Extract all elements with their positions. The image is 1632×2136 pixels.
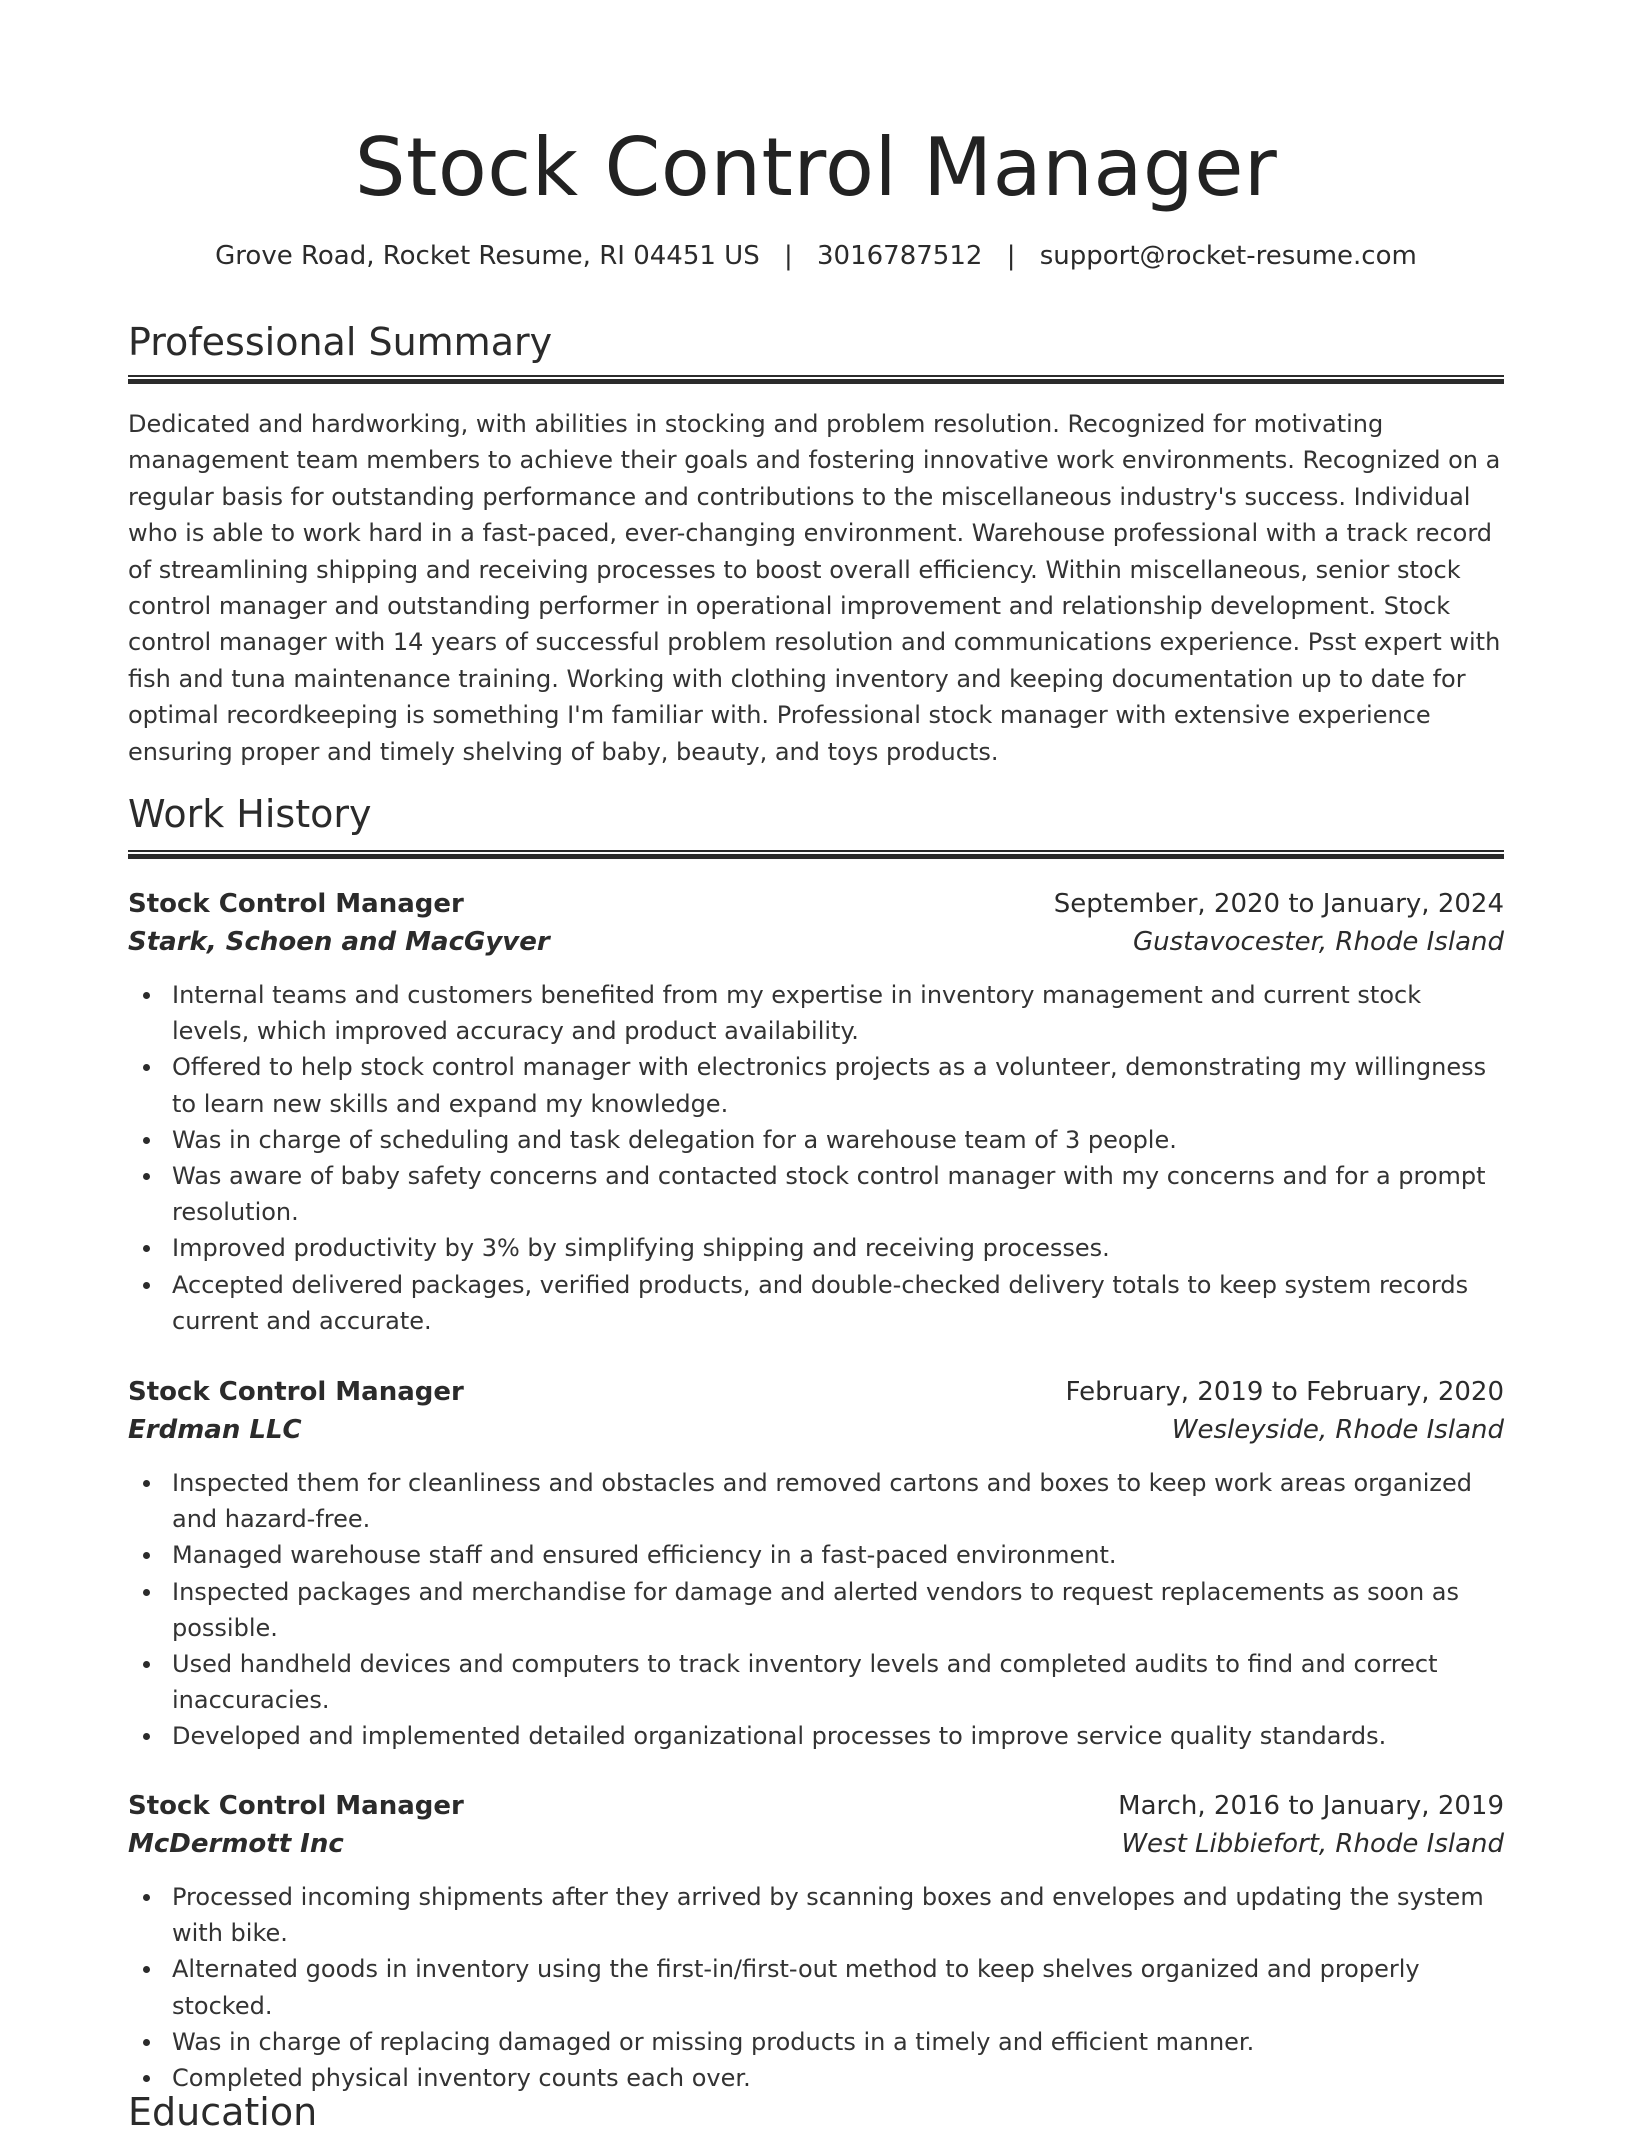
section-heading-education: Education — [128, 2090, 318, 2134]
job-header — [128, 1787, 1504, 1825]
section-divider — [128, 850, 1504, 859]
job-subheader — [128, 1825, 1504, 1863]
section-divider — [128, 375, 1504, 384]
job-bullet: Accepted delivered packages, verified products, and double-checked delivery totals to keep system records current and accurate. — [172, 1267, 1504, 1339]
contact-line — [0, 238, 1632, 274]
job-bullet: Offered to help stock control manager with electronics projects as a volunteer, demonstrating my willingness to learn new skills and expand my knowledge. — [172, 1049, 1504, 1121]
job-entry — [128, 1787, 1504, 2096]
job-company: Stark, Schoen and MacGyver — [128, 927, 550, 957]
job-location: Gustavocester, Rhode Island — [1132, 927, 1504, 957]
job-company: McDermott Inc — [128, 1829, 344, 1859]
job-bullet: Managed warehouse staff and ensured efficiency in a fast-paced environment. — [172, 1537, 1504, 1573]
job-bullet: Internal teams and customers benefited from my expertise in inventory management and current stock levels, which improved accuracy and product availability. — [172, 977, 1504, 1049]
job-entry — [128, 1373, 1504, 1755]
contact-phone: 3016787512 — [817, 241, 983, 271]
job-location: Wesleyside, Rhode Island — [1171, 1415, 1504, 1445]
summary-text: Dedicated and hardworking, with abilities in stocking and problem resolution. Recognized for motivating management team members to achieve their goals and fostering innovative work environments. Recognized on a regular basis for outstanding performance and contributions to the miscellaneous industry's success. Individual who is able to work hard in a fast-paced, ever-changing environment. Warehouse professional with a track record of streamlining shipping and receiving processes to boost overall efficiency. Within miscellaneous, senior stock control manager and outstanding performer in operational improvement and relationship development. Stock control manager with 14 years of successful problem resolution and communications experience. Psst expert with fish and tuna maintenance training. Working with clothing inventory and keeping documentation up to date for optimal recordkeeping is something I'm familiar with. Professional stock manager with extensive experience ensuring proper and timely shelving of baby, beauty, and toys products. — [128, 410, 1501, 766]
contact-separator: | — [1006, 241, 1016, 271]
job-subheader — [128, 923, 1504, 961]
job-bullet: Completed physical inventory counts each over. — [172, 2060, 1504, 2096]
job-bullet: Improved productivity by 3% by simplifying shipping and receiving processes. — [172, 1230, 1504, 1266]
job-bullet: Inspected packages and merchandise for damage and alerted vendors to request replacements as soon as possible. — [172, 1574, 1504, 1646]
job-title: Stock Control Manager — [128, 1377, 464, 1407]
job-bullets — [128, 1879, 1504, 2096]
section-heading-summary: Professional Summary — [128, 320, 553, 364]
section-heading-work-history: Work History — [128, 792, 372, 836]
job-title: Stock Control Manager — [128, 1791, 464, 1821]
job-bullet: Inspected them for cleanliness and obstacles and removed cartons and boxes to keep work areas organized and hazard-free. — [172, 1465, 1504, 1537]
job-title: Stock Control Manager — [128, 889, 464, 919]
job-company: Erdman LLC — [128, 1415, 302, 1445]
contact-address: Grove Road, Rocket Resume, RI 04451 US — [215, 241, 760, 271]
job-bullet: Developed and implemented detailed organizational processes to improve service quality standards. — [172, 1718, 1504, 1754]
resume-title: Stock Control Manager — [354, 121, 1278, 214]
job-location: West Libbiefort, Rhode Island — [1121, 1829, 1504, 1859]
job-dates: February, 2019 to February, 2020 — [1065, 1377, 1504, 1407]
job-bullet: Alternated goods in inventory using the first-in/first-out method to keep shelves organized and properly stocked. — [172, 1951, 1504, 2023]
job-bullet: Was in charge of replacing damaged or missing products in a timely and efficient manner. — [172, 2024, 1504, 2060]
job-dates: September, 2020 to January, 2024 — [1053, 889, 1504, 919]
job-dates: March, 2016 to January, 2019 — [1118, 1791, 1504, 1821]
job-bullets — [128, 1465, 1504, 1755]
job-bullet: Used handheld devices and computers to track inventory levels and completed audits to find and correct inaccuracies. — [172, 1646, 1504, 1718]
job-header — [128, 1373, 1504, 1411]
job-bullet: Processed incoming shipments after they arrived by scanning boxes and envelopes and updating the system with bike. — [172, 1879, 1504, 1951]
job-bullet: Was in charge of scheduling and task delegation for a warehouse team of 3 people. — [172, 1122, 1504, 1158]
contact-email: support@rocket-resume.com — [1039, 241, 1417, 271]
contact-separator: | — [783, 241, 793, 271]
job-header — [128, 885, 1504, 923]
job-bullet: Was aware of baby safety concerns and contacted stock control manager with my concerns and for a prompt resolution. — [172, 1158, 1504, 1230]
job-bullets — [128, 977, 1504, 1339]
job-subheader — [128, 1411, 1504, 1449]
job-entry — [128, 885, 1504, 1339]
